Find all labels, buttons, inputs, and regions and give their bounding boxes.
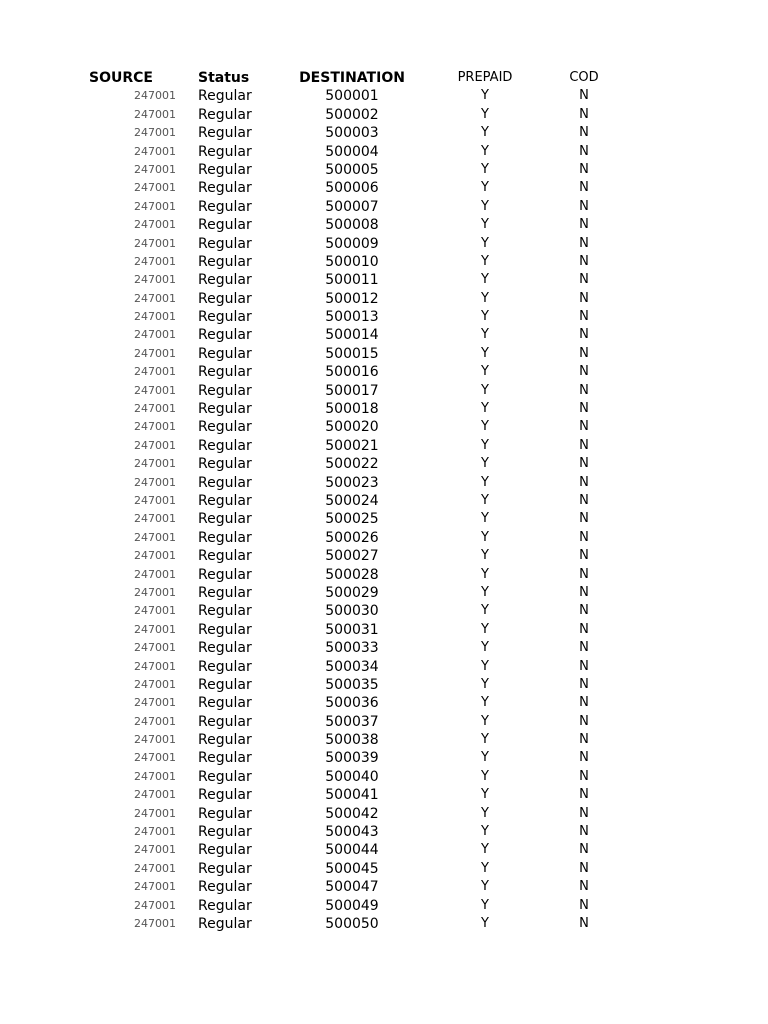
table-row [0,529,768,547]
status-cell: Regular [198,750,252,767]
prepaid-cell: Y [481,695,489,711]
destination-cell: 500007 [325,198,379,215]
prepaid-cell: Y [481,88,489,104]
destination-cell: 500017 [325,382,379,399]
status-cell: Regular [198,842,252,859]
table-row [0,915,768,933]
status-cell: Regular [198,492,252,509]
cod-cell: N [579,879,589,895]
table-row [0,161,768,179]
table-row [0,308,768,326]
destination-cell: 500049 [325,897,379,914]
table-row [0,823,768,841]
source-cell: 247001 [134,273,176,287]
source-cell: 247001 [134,236,176,250]
source-cell: 247001 [134,916,176,930]
status-cell: Regular [198,125,252,142]
prepaid-cell: Y [481,713,489,729]
source-cell: 247001 [134,641,176,655]
destination-cell: 500038 [325,732,379,749]
table-row [0,363,768,381]
prepaid-cell: Y [481,658,489,674]
table-row [0,878,768,896]
status-cell: Regular [198,235,252,252]
table-row [0,400,768,418]
prepaid-cell: Y [481,584,489,600]
header-prepaid: PREPAID [457,70,513,85]
prepaid-cell: Y [481,897,489,913]
cod-cell: N [579,272,589,288]
status-cell: Regular [198,713,252,730]
status-cell: Regular [198,161,252,178]
destination-cell: 500047 [325,879,379,896]
prepaid-cell: Y [481,106,489,122]
table-row [0,492,768,510]
destination-cell: 500021 [325,437,379,454]
source-cell: 247001 [134,310,176,324]
table-row [0,235,768,253]
destination-cell: 500022 [325,456,379,473]
prepaid-cell: Y [481,492,489,508]
cod-cell: N [579,750,589,766]
cod-cell: N [579,695,589,711]
destination-cell: 500036 [325,695,379,712]
cod-cell: N [579,621,589,637]
table-row [0,437,768,455]
destination-cell: 500042 [325,805,379,822]
destination-cell: 500013 [325,309,379,326]
status-cell: Regular [198,253,252,270]
prepaid-cell: Y [481,603,489,619]
source-cell: 247001 [134,144,176,158]
source-cell: 247001 [134,530,176,544]
table-row [0,455,768,473]
cod-cell: N [579,805,589,821]
source-cell: 247001 [134,420,176,434]
destination-cell: 500016 [325,364,379,381]
table-body [0,87,768,933]
table-row [0,602,768,620]
destination-cell: 500037 [325,713,379,730]
prepaid-cell: Y [481,824,489,840]
table-row [0,621,768,639]
source-cell: 247001 [134,126,176,140]
status-cell: Regular [198,640,252,657]
table-row [0,749,768,767]
status-cell: Regular [198,676,252,693]
cod-cell: N [579,603,589,619]
cod-cell: N [579,345,589,361]
source-cell: 247001 [134,254,176,268]
prepaid-cell: Y [481,456,489,472]
destination-cell: 500045 [325,860,379,877]
destination-cell: 500034 [325,658,379,675]
destination-cell: 500006 [325,180,379,197]
destination-cell: 500040 [325,768,379,785]
destination-cell: 500011 [325,272,379,289]
cod-cell: N [579,584,589,600]
source-cell: 247001 [134,365,176,379]
table-row [0,584,768,602]
destination-cell: 500010 [325,253,379,270]
cod-cell: N [579,419,589,435]
source-cell: 247001 [134,402,176,416]
prepaid-cell: Y [481,621,489,637]
source-cell: 247001 [134,199,176,213]
prepaid-cell: Y [481,805,489,821]
source-cell: 247001 [134,604,176,618]
table-row [0,216,768,234]
source-cell: 247001 [134,585,176,599]
cod-cell: N [579,511,589,527]
prepaid-cell: Y [481,217,489,233]
header-source: SOURCE [89,70,153,86]
cod-cell: N [579,732,589,748]
status-cell: Regular [198,382,252,399]
prepaid-cell: Y [481,437,489,453]
table-row [0,841,768,859]
status-cell: Regular [198,309,252,326]
destination-cell: 500004 [325,143,379,160]
prepaid-cell: Y [481,548,489,564]
table-row [0,639,768,657]
table-row [0,768,768,786]
source-cell: 247001 [134,181,176,195]
cod-cell: N [579,161,589,177]
cod-cell: N [579,437,589,453]
prepaid-cell: Y [481,640,489,656]
status-cell: Regular [198,401,252,418]
cod-cell: N [579,548,589,564]
status-cell: Regular [198,143,252,160]
cod-cell: N [579,676,589,692]
source-cell: 247001 [134,493,176,507]
cod-cell: N [579,253,589,269]
prepaid-cell: Y [481,161,489,177]
header-cod: COD [569,70,599,85]
cod-cell: N [579,860,589,876]
status-cell: Regular [198,511,252,528]
table-row [0,87,768,105]
table-row [0,676,768,694]
prepaid-cell: Y [481,272,489,288]
destination-cell: 500009 [325,235,379,252]
prepaid-cell: Y [481,419,489,435]
table-row [0,805,768,823]
prepaid-cell: Y [481,198,489,214]
source-cell: 247001 [134,567,176,581]
cod-cell: N [579,640,589,656]
prepaid-cell: Y [481,309,489,325]
source-cell: 247001 [134,475,176,489]
destination-cell: 500020 [325,419,379,436]
prepaid-cell: Y [481,143,489,159]
table-row [0,786,768,804]
source-cell: 247001 [134,383,176,397]
status-cell: Regular [198,272,252,289]
status-cell: Regular [198,768,252,785]
destination-cell: 500039 [325,750,379,767]
status-cell: Regular [198,529,252,546]
cod-cell: N [579,787,589,803]
source-cell: 247001 [134,218,176,232]
source-cell: 247001 [134,346,176,360]
status-cell: Regular [198,603,252,620]
table-row [0,179,768,197]
destination-cell: 500023 [325,474,379,491]
status-cell: Regular [198,180,252,197]
header-status: Status [198,70,250,86]
status-cell: Regular [198,217,252,234]
destination-cell: 500014 [325,327,379,344]
source-cell: 247001 [134,677,176,691]
status-cell: Regular [198,456,252,473]
status-cell: Regular [198,566,252,583]
source-cell: 247001 [134,659,176,673]
cod-cell: N [579,842,589,858]
cod-cell: N [579,658,589,674]
prepaid-cell: Y [481,732,489,748]
prepaid-cell: Y [481,253,489,269]
status-cell: Regular [198,290,252,307]
cod-cell: N [579,529,589,545]
table-row [0,143,768,161]
cod-cell: N [579,474,589,490]
table-row [0,253,768,271]
source-cell: 247001 [134,825,176,839]
cod-cell: N [579,198,589,214]
prepaid-cell: Y [481,345,489,361]
destination-cell: 500015 [325,345,379,362]
status-cell: Regular [198,732,252,749]
status-cell: Regular [198,474,252,491]
prepaid-cell: Y [481,125,489,141]
table-row [0,694,768,712]
prepaid-cell: Y [481,915,489,931]
prepaid-cell: Y [481,382,489,398]
source-cell: 247001 [134,806,176,820]
prepaid-cell: Y [481,401,489,417]
cod-cell: N [579,143,589,159]
table-row [0,345,768,363]
prepaid-cell: Y [481,879,489,895]
destination-cell: 500041 [325,787,379,804]
destination-cell: 500003 [325,125,379,142]
destination-cell: 500002 [325,106,379,123]
header-destination: DESTINATION [299,70,405,86]
cod-cell: N [579,125,589,141]
table-row [0,106,768,124]
destination-cell: 500028 [325,566,379,583]
status-cell: Regular [198,437,252,454]
status-cell: Regular [198,915,252,932]
cod-cell: N [579,382,589,398]
source-cell: 247001 [134,714,176,728]
cod-cell: N [579,401,589,417]
prepaid-cell: Y [481,750,489,766]
prepaid-cell: Y [481,327,489,343]
cod-cell: N [579,713,589,729]
table-row [0,860,768,878]
prepaid-cell: Y [481,676,489,692]
status-cell: Regular [198,106,252,123]
prepaid-cell: Y [481,860,489,876]
source-cell: 247001 [134,291,176,305]
table-row [0,124,768,142]
table-row [0,474,768,492]
table-row [0,290,768,308]
table-row [0,271,768,289]
source-cell: 247001 [134,549,176,563]
cod-cell: N [579,768,589,784]
source-cell: 247001 [134,751,176,765]
source-cell: 247001 [134,162,176,176]
prepaid-cell: Y [481,842,489,858]
source-cell: 247001 [134,328,176,342]
status-cell: Regular [198,805,252,822]
cod-cell: N [579,290,589,306]
cod-cell: N [579,235,589,251]
table-row [0,731,768,749]
cod-cell: N [579,492,589,508]
source-cell: 247001 [134,843,176,857]
status-cell: Regular [198,548,252,565]
cod-cell: N [579,566,589,582]
prepaid-cell: Y [481,511,489,527]
table-row [0,713,768,731]
destination-cell: 500031 [325,621,379,638]
prepaid-cell: Y [481,235,489,251]
status-cell: Regular [198,198,252,215]
prepaid-cell: Y [481,290,489,306]
table-row [0,658,768,676]
source-cell: 247001 [134,880,176,894]
cod-cell: N [579,915,589,931]
prepaid-cell: Y [481,364,489,380]
prepaid-cell: Y [481,566,489,582]
destination-cell: 500043 [325,824,379,841]
prepaid-cell: Y [481,787,489,803]
source-cell: 247001 [134,696,176,710]
status-cell: Regular [198,860,252,877]
cod-cell: N [579,309,589,325]
table-row [0,198,768,216]
destination-cell: 500026 [325,529,379,546]
table-header-row [0,69,768,87]
destination-cell: 500008 [325,217,379,234]
status-cell: Regular [198,364,252,381]
table-row [0,382,768,400]
source-cell: 247001 [134,512,176,526]
table-row [0,510,768,528]
table-row [0,418,768,436]
destination-cell: 500044 [325,842,379,859]
source-cell: 247001 [134,457,176,471]
prepaid-cell: Y [481,768,489,784]
table-row [0,547,768,565]
prepaid-cell: Y [481,474,489,490]
source-cell: 247001 [134,438,176,452]
cod-cell: N [579,327,589,343]
destination-cell: 500050 [325,915,379,932]
cod-cell: N [579,88,589,104]
status-cell: Regular [198,787,252,804]
status-cell: Regular [198,345,252,362]
source-cell: 247001 [134,788,176,802]
status-cell: Regular [198,621,252,638]
destination-cell: 500001 [325,88,379,105]
status-cell: Regular [198,879,252,896]
cod-cell: N [579,364,589,380]
destination-cell: 500027 [325,548,379,565]
status-cell: Regular [198,658,252,675]
destination-cell: 500005 [325,161,379,178]
cod-cell: N [579,456,589,472]
destination-cell: 500012 [325,290,379,307]
source-cell: 247001 [134,898,176,912]
pincode-table [0,69,768,933]
prepaid-cell: Y [481,180,489,196]
cod-cell: N [579,897,589,913]
cod-cell: N [579,106,589,122]
source-cell: 247001 [134,622,176,636]
cod-cell: N [579,824,589,840]
status-cell: Regular [198,327,252,344]
status-cell: Regular [198,584,252,601]
table-row [0,326,768,344]
status-cell: Regular [198,897,252,914]
status-cell: Regular [198,88,252,105]
destination-cell: 500024 [325,492,379,509]
cod-cell: N [579,217,589,233]
source-cell: 247001 [134,861,176,875]
status-cell: Regular [198,419,252,436]
destination-cell: 500025 [325,511,379,528]
source-cell: 247001 [134,769,176,783]
source-cell: 247001 [134,733,176,747]
destination-cell: 500033 [325,640,379,657]
prepaid-cell: Y [481,529,489,545]
status-cell: Regular [198,824,252,841]
destination-cell: 500030 [325,603,379,620]
destination-cell: 500029 [325,584,379,601]
destination-cell: 500035 [325,676,379,693]
source-cell: 247001 [134,107,176,121]
status-cell: Regular [198,695,252,712]
table-row [0,897,768,915]
source-cell: 247001 [134,89,176,103]
table-row [0,566,768,584]
cod-cell: N [579,180,589,196]
destination-cell: 500018 [325,401,379,418]
